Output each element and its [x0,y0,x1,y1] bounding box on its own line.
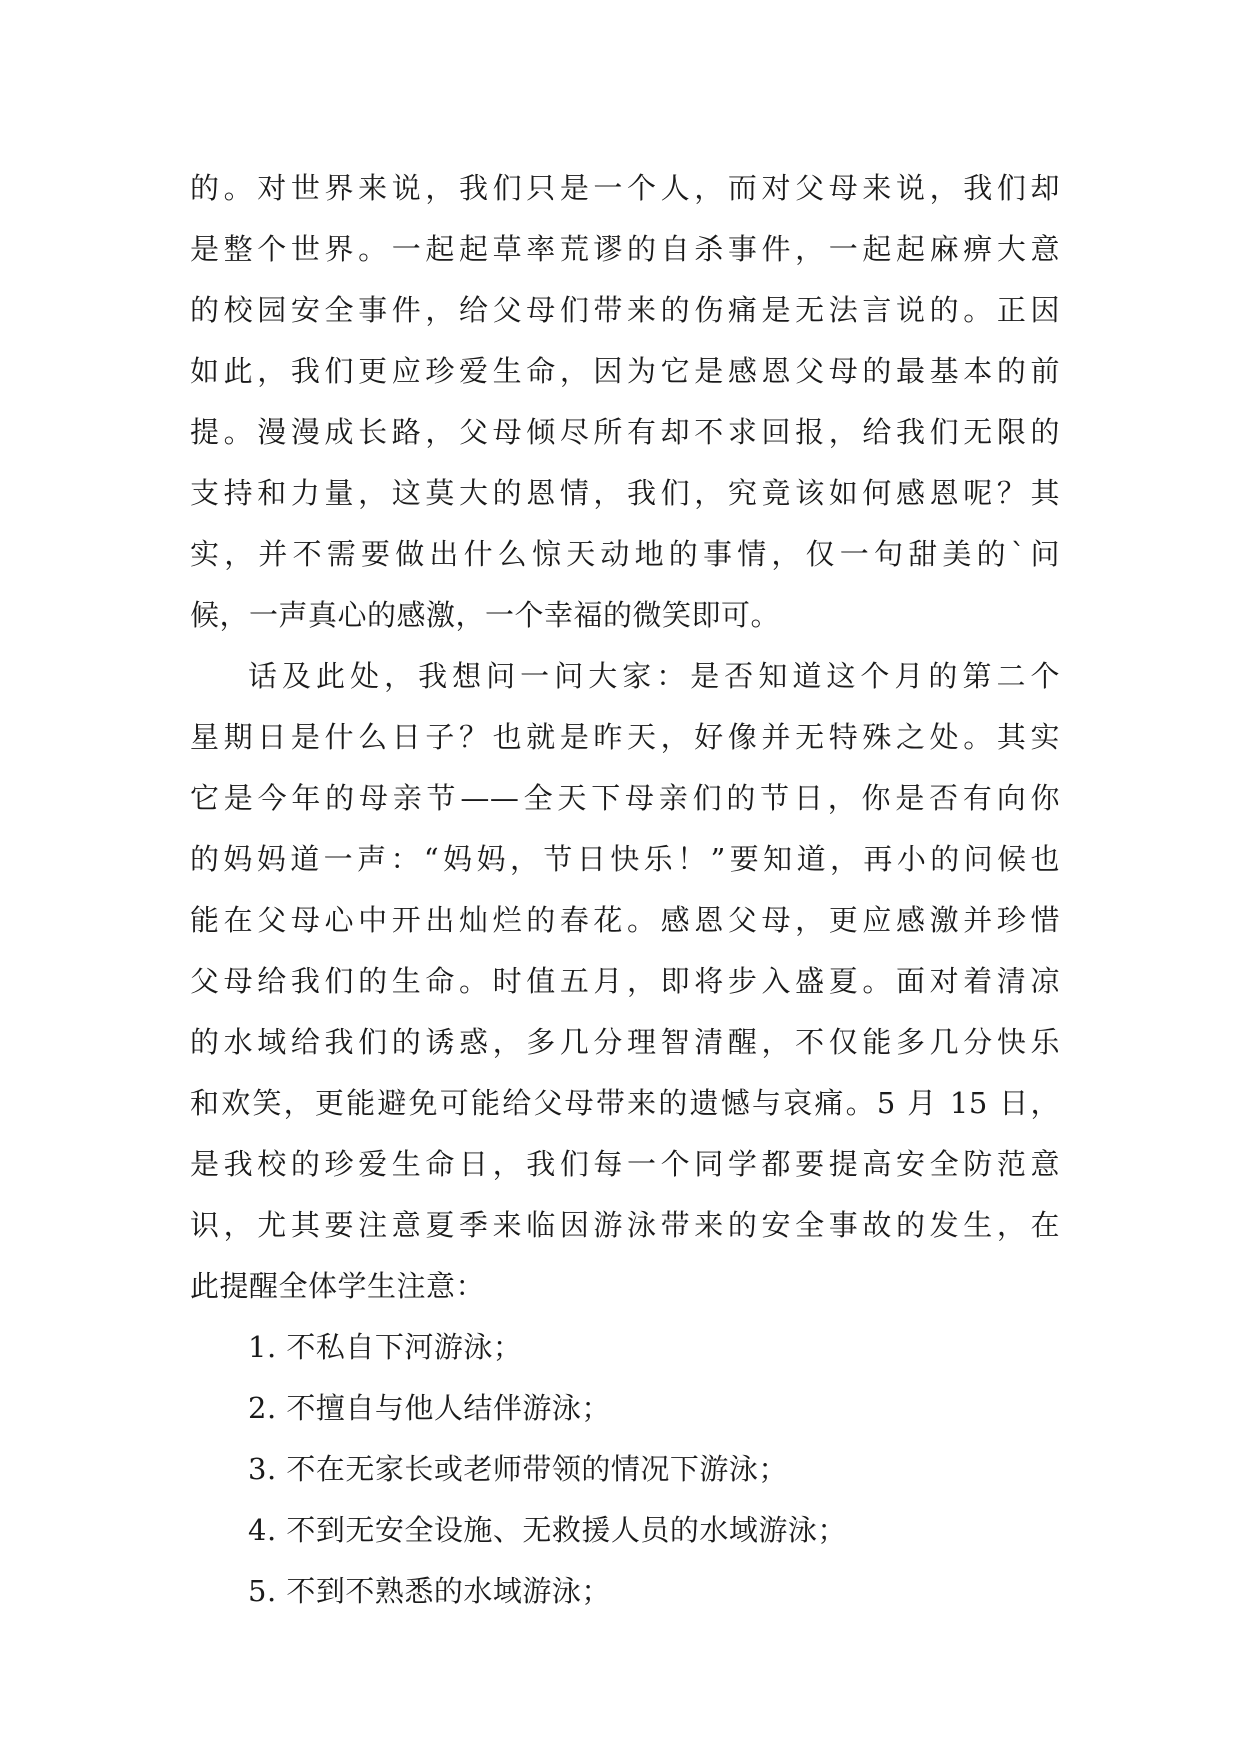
paragraph-line: 能在父母心中开出灿烂的春花。感恩父母，更应感激并珍惜 [190,903,1060,937]
paragraph-line: 的校园安全事件，给父母们带来的伤痛是无法言说的。正因 [190,293,1060,327]
paragraph-line: 父母给我们的生命。时值五月，即将步入盛夏。面对着清凉 [190,964,1060,998]
paragraph-line: 是整个世界。一起起草率荒谬的自杀事件，一起起麻痹大意 [190,232,1060,266]
paragraph-line: 星期日是什么日子？也就是昨天，好像并无特殊之处。其实 [190,720,1060,754]
paragraph-line: 话及此处，我想问一问大家：是否知道这个月的第二个 [248,659,1060,693]
paragraph-1 [190,158,1060,646]
safety-rule-item: 2. 不擅自与他人结伴游泳； [248,1391,611,1425]
paragraph-line: 实，并不需要做出什么惊天动地的事情，仅一句甜美的`问 [190,537,1060,571]
paragraph-line: 和欢笑，更能避免可能给父母带来的遗憾与哀痛。5 月 15 日， [190,1086,1060,1120]
paragraph-2 [190,646,1060,1317]
paragraph-line: 支持和力量，这莫大的恩情，我们，究竟该如何感恩呢？其 [190,476,1060,510]
paragraph-line: 是我校的珍爱生命日，我们每一个同学都要提高安全防范意 [190,1147,1060,1181]
paragraph-line: 的水域给我们的诱惑，多几分理智清醒，不仅能多几分快乐 [190,1025,1060,1059]
safety-rule-item: 5. 不到不熟悉的水域游泳； [248,1574,611,1608]
safety-rule-item: 3. 不在无家长或老师带领的情况下游泳； [248,1452,788,1486]
paragraph-line: 的妈妈道一声：“妈妈，节日快乐！”要知道，再小的问候也 [190,842,1060,876]
safety-rule-item: 4. 不到无安全设施、无救援人员的水域游泳； [248,1513,847,1547]
paragraph-line: 的。对世界来说，我们只是一个人，而对父母来说，我们却 [190,171,1060,205]
paragraph-line: 此提醒全体学生注意： [190,1269,486,1303]
paragraph-line: 候，一声真心的感激，一个幸福的微笑即可。 [190,598,781,632]
paragraph-line: 它是今年的母亲节——全天下母亲们的节日，你是否有向你 [190,781,1060,815]
safety-rules-list [190,1317,1060,1622]
safety-rule-item: 1. 不私自下河游泳； [248,1330,523,1364]
paragraph-line: 提。漫漫成长路，父母倾尽所有却不求回报，给我们无限的 [190,415,1060,449]
paragraph-line: 识，尤其要注意夏季来临因游泳带来的安全事故的发生，在 [190,1208,1060,1242]
document-body [190,158,1060,1622]
paragraph-line: 如此，我们更应珍爱生命，因为它是感恩父母的最基本的前 [190,354,1060,388]
